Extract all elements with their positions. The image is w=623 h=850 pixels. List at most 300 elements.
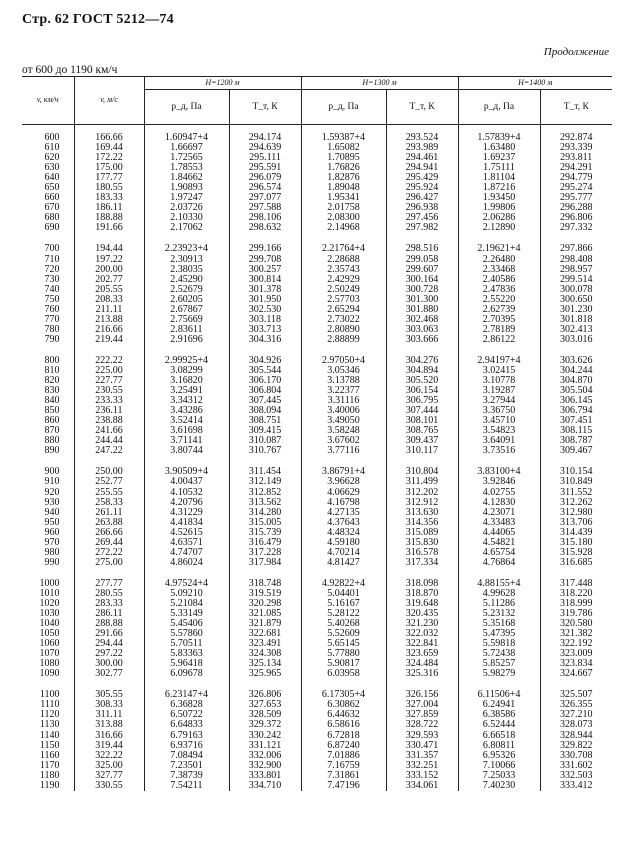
table-cell: 318.748 xyxy=(229,579,301,589)
table-cell: 166.66 xyxy=(74,125,144,144)
table-cell: 301.378 xyxy=(229,285,301,295)
table-cell: 307.451 xyxy=(540,416,612,426)
table-cell: 5.59818 xyxy=(458,639,540,649)
table-cell: 334.710 xyxy=(229,781,301,791)
table-cell: 600 xyxy=(44,132,60,143)
table-cell: 750 xyxy=(44,293,60,305)
table-cell: 295.274 xyxy=(540,183,612,193)
table-cell: 301.880 xyxy=(386,305,458,315)
table-cell: 5.47395 xyxy=(458,629,540,639)
table-cell: 266.66 xyxy=(74,528,144,538)
table-cell: 316.685 xyxy=(540,558,612,568)
table-cell: 730 xyxy=(44,273,60,285)
table-cell: 333.152 xyxy=(386,771,458,781)
table-cell: 4.41834 xyxy=(144,518,229,528)
table-cell: 2.55220 xyxy=(458,295,540,305)
table-cell: 322.192 xyxy=(540,639,612,649)
table-cell: 311.499 xyxy=(386,477,458,487)
table-cell: 2.52679 xyxy=(144,285,229,295)
table-cell: 7.16759 xyxy=(301,761,386,771)
table-cell: 1010 xyxy=(39,587,60,599)
table-cell: 306.795 xyxy=(386,396,458,406)
table-cell: 2.78189 xyxy=(458,325,540,335)
table-cell: 325.507 xyxy=(540,690,612,700)
table-cell: 294.174 xyxy=(229,125,301,144)
table-cell: 312.852 xyxy=(229,488,301,498)
table-cell: 3.49050 xyxy=(301,416,386,426)
table-cell: 302.413 xyxy=(540,325,612,335)
table-cell: 286.11 xyxy=(74,609,144,619)
table-cell: 650 xyxy=(44,182,60,194)
table-cell: 299.166 xyxy=(229,244,301,254)
table-cell: 312.262 xyxy=(540,498,612,508)
table-cell: 313.630 xyxy=(386,508,458,518)
table-cell: 294.461 xyxy=(386,153,458,163)
table-cell: 3.34312 xyxy=(144,396,229,406)
table-cell: 930 xyxy=(44,496,60,508)
table-cell: 3.22377 xyxy=(301,386,386,396)
table-cell: 6.95326 xyxy=(458,751,540,761)
table-cell: 660 xyxy=(44,192,60,204)
table-cell: 306.170 xyxy=(229,376,301,386)
table-cell: 326.355 xyxy=(540,700,612,710)
table-cell: 332.006 xyxy=(229,751,301,761)
table-cell: 2.26480 xyxy=(458,255,540,265)
table-cell: 261.11 xyxy=(74,508,144,518)
table-cell: 308.751 xyxy=(229,416,301,426)
table-cell: 5.83363 xyxy=(144,649,229,659)
table-cell: 310.154 xyxy=(540,467,612,477)
table-cell: 320.298 xyxy=(229,599,301,609)
table-cell: 330.55 xyxy=(74,781,144,791)
table-cell: 4.48324 xyxy=(301,528,386,538)
table-cell: 1120 xyxy=(39,709,60,721)
table-cell: 6.30862 xyxy=(301,700,386,710)
table-cell: 300.728 xyxy=(386,285,458,295)
table-cell: 2.94197+4 xyxy=(458,356,540,366)
table-cell: 331.357 xyxy=(386,751,458,761)
table-cell: 1160 xyxy=(39,749,60,761)
table-cell: 1.95341 xyxy=(301,193,386,203)
table-cell: 2.99925+4 xyxy=(144,356,229,366)
table-cell: 327.653 xyxy=(229,700,301,710)
table-cell: 316.66 xyxy=(74,731,144,741)
table-cell: 332.251 xyxy=(386,761,458,771)
table-cell: 6.87240 xyxy=(301,741,386,751)
table-cell: 610 xyxy=(44,142,60,154)
table-cell: 1.70895 xyxy=(301,153,386,163)
table-cell: 297.22 xyxy=(74,649,144,659)
table-cell: 305.544 xyxy=(229,366,301,376)
table-row xyxy=(22,558,612,568)
table-cell: 308.33 xyxy=(74,700,144,710)
table-body xyxy=(22,125,612,791)
table-cell: 328.073 xyxy=(540,720,612,730)
table-cell: 2.40586 xyxy=(458,275,540,285)
table-cell: 297.982 xyxy=(386,223,458,233)
table-cell: 295.429 xyxy=(386,173,458,183)
table-cell: 1070 xyxy=(39,648,60,660)
table-cell: 330.242 xyxy=(229,731,301,741)
table-cell: 328.509 xyxy=(229,710,301,720)
table-cell: 326.806 xyxy=(229,690,301,700)
table-cell: 770 xyxy=(44,313,60,325)
col-pd-header: p_д, Па xyxy=(144,90,229,125)
table-cell: 3.80744 xyxy=(144,446,229,456)
table-cell: 308.765 xyxy=(386,426,458,436)
table-cell: 315.928 xyxy=(540,548,612,558)
table-cell: 294.291 xyxy=(540,163,612,173)
table-cell: 2.62739 xyxy=(458,305,540,315)
table-cell: 6.93716 xyxy=(144,741,229,751)
table-cell: 5.57860 xyxy=(144,629,229,639)
table-cell: 940 xyxy=(44,506,60,518)
table-cell: 990 xyxy=(44,556,60,568)
table-cell: 1.97247 xyxy=(144,193,229,203)
table-cell: 890 xyxy=(44,445,60,457)
table-cell: 314.280 xyxy=(229,508,301,518)
table-cell: 5.40268 xyxy=(301,619,386,629)
table-cell: 296.938 xyxy=(386,203,458,213)
table-cell: 247.22 xyxy=(74,446,144,456)
table-cell: 1.81104 xyxy=(458,173,540,183)
table-cell: 321.879 xyxy=(229,619,301,629)
table-cell: 960 xyxy=(44,526,60,538)
table-cell: 304.316 xyxy=(229,335,301,345)
table-row xyxy=(22,477,612,487)
table-cell: 321.230 xyxy=(386,619,458,629)
table-cell: 3.71141 xyxy=(144,436,229,446)
table-cell: 4.76864 xyxy=(458,558,540,568)
table-cell: 318.098 xyxy=(386,579,458,589)
table-cell: 309.415 xyxy=(229,426,301,436)
table-cell: 4.23071 xyxy=(458,508,540,518)
table-cell: 6.36828 xyxy=(144,700,229,710)
table-cell: 3.73516 xyxy=(458,446,540,456)
table-cell: 2.17062 xyxy=(144,223,229,233)
table-cell: 208.33 xyxy=(74,295,144,305)
table-cell: 304.894 xyxy=(386,366,458,376)
table-cell: 312.980 xyxy=(540,508,612,518)
table-cell: 780 xyxy=(44,323,60,335)
table-cell: 4.16798 xyxy=(301,498,386,508)
table-cell: 6.79163 xyxy=(144,731,229,741)
table-cell: 317.334 xyxy=(386,558,458,568)
table-cell: 4.52615 xyxy=(144,528,229,538)
table-cell: 322.681 xyxy=(229,629,301,639)
table-cell: 303.626 xyxy=(540,356,612,366)
table-cell: 227.77 xyxy=(74,376,144,386)
table-cell: 5.04401 xyxy=(301,589,386,599)
table-cell: 670 xyxy=(44,202,60,214)
table-cell: 233.33 xyxy=(74,396,144,406)
table-cell: 308.094 xyxy=(229,406,301,416)
table-cell: 325.965 xyxy=(229,669,301,679)
table-cell: 2.50249 xyxy=(301,285,386,295)
table-cell: 327.210 xyxy=(540,710,612,720)
table-cell: 1000 xyxy=(39,577,60,589)
table-cell: 1.84662 xyxy=(144,173,229,183)
table-cell: 5.77880 xyxy=(301,649,386,659)
table-cell: 301.300 xyxy=(386,295,458,305)
table-cell: 3.31116 xyxy=(301,396,386,406)
table-cell: 880 xyxy=(44,435,60,447)
table-cell: 6.23147+4 xyxy=(144,690,229,700)
col-t-header: T_т, К xyxy=(540,90,612,125)
table-cell: 5.23132 xyxy=(458,609,540,619)
table-cell: 304.870 xyxy=(540,376,612,386)
table-cell: 316.479 xyxy=(229,538,301,548)
table-cell: 306.145 xyxy=(540,396,612,406)
table-cell: 2.45290 xyxy=(144,275,229,285)
table-cell: 710 xyxy=(44,253,60,265)
table-cell: 920 xyxy=(44,486,60,498)
table-cell: 2.33468 xyxy=(458,265,540,275)
table-cell: 4.00437 xyxy=(144,477,229,487)
table-cell: 2.12890 xyxy=(458,223,540,233)
table-cell: 3.27944 xyxy=(458,396,540,406)
table-cell: 690 xyxy=(44,222,60,234)
table-cell: 241.66 xyxy=(74,426,144,436)
table-cell: 5.16167 xyxy=(301,599,386,609)
table-cell: 3.25491 xyxy=(144,386,229,396)
table-cell: 312.149 xyxy=(229,477,301,487)
table-cell: 277.77 xyxy=(74,579,144,589)
table-cell: 5.45406 xyxy=(144,619,229,629)
table-cell: 320.435 xyxy=(386,609,458,619)
table-cell: 291.66 xyxy=(74,629,144,639)
table-cell: 194.44 xyxy=(74,244,144,254)
table-cell: 7.08494 xyxy=(144,751,229,761)
table-cell: 1090 xyxy=(39,668,60,680)
table-cell: 186.11 xyxy=(74,203,144,213)
table-cell: 323.834 xyxy=(540,659,612,669)
table-cell: 1.57839+4 xyxy=(458,125,540,144)
table-cell: 4.70214 xyxy=(301,548,386,558)
table-cell: 3.64091 xyxy=(458,436,540,446)
table-cell: 2.01758 xyxy=(301,203,386,213)
table-cell: 322.841 xyxy=(386,639,458,649)
table-cell: 3.83100+4 xyxy=(458,467,540,477)
table-cell: 2.65294 xyxy=(301,305,386,315)
table-cell: 2.88899 xyxy=(301,335,386,345)
table-cell: 298.106 xyxy=(229,213,301,223)
table-cell: 1050 xyxy=(39,628,60,640)
table-cell: 910 xyxy=(44,476,60,488)
table-cell: 4.88155+4 xyxy=(458,579,540,589)
table-cell: 1.99806 xyxy=(458,203,540,213)
table-cell: 2.60205 xyxy=(144,295,229,305)
table-cell: 5.72438 xyxy=(458,649,540,659)
table-cell: 7.38739 xyxy=(144,771,229,781)
table-cell: 4.74707 xyxy=(144,548,229,558)
table-cell: 315.089 xyxy=(386,528,458,538)
table-cell: 6.44632 xyxy=(301,710,386,720)
table-cell: 4.63571 xyxy=(144,538,229,548)
table-cell: 6.17305+4 xyxy=(301,690,386,700)
height-header-2: H=1300 м xyxy=(301,77,458,90)
continuation-label: Продолжение xyxy=(543,46,609,58)
table-cell: 308.101 xyxy=(386,416,458,426)
table-cell: 3.43286 xyxy=(144,406,229,416)
table-cell: 307.444 xyxy=(386,406,458,416)
table-cell: 333.801 xyxy=(229,771,301,781)
table-cell: 1030 xyxy=(39,608,60,620)
table-cell: 327.004 xyxy=(386,700,458,710)
table-cell: 980 xyxy=(44,546,60,558)
table-cell: 302.468 xyxy=(386,315,458,325)
table-cell: 1.87216 xyxy=(458,183,540,193)
table-cell: 301.818 xyxy=(540,315,612,325)
table-cell: 297.332 xyxy=(540,223,612,233)
table-cell: 5.28122 xyxy=(301,609,386,619)
table-cell: 300.164 xyxy=(386,275,458,285)
table-cell: 630 xyxy=(44,162,60,174)
table-cell: 299.514 xyxy=(540,275,612,285)
table-cell: 275.00 xyxy=(74,558,144,568)
table-cell: 216.66 xyxy=(74,325,144,335)
table-cell: 1190 xyxy=(39,779,60,791)
table-cell: 3.08299 xyxy=(144,366,229,376)
table-cell: 2.57703 xyxy=(301,295,386,305)
table-cell: 1170 xyxy=(39,759,60,771)
table-cell: 1060 xyxy=(39,638,60,650)
table-cell: 870 xyxy=(44,425,60,437)
table-cell: 6.03958 xyxy=(301,669,386,679)
table-cell: 4.54821 xyxy=(458,538,540,548)
table-cell: 295.777 xyxy=(540,193,612,203)
table-cell: 295.924 xyxy=(386,183,458,193)
table-cell: 298.632 xyxy=(229,223,301,233)
table-cell: 1.63480 xyxy=(458,143,540,153)
table-cell: 3.13788 xyxy=(301,376,386,386)
table-cell: 2.75669 xyxy=(144,315,229,325)
table-row xyxy=(22,781,612,791)
table-cell: 322.22 xyxy=(74,751,144,761)
table-cell: 1020 xyxy=(39,597,60,609)
table-cell: 6.11506+4 xyxy=(458,690,540,700)
table-cell: 321.085 xyxy=(229,609,301,619)
table-cell: 310.849 xyxy=(540,477,612,487)
table-cell: 1.66697 xyxy=(144,143,229,153)
table-cell: 222.22 xyxy=(74,356,144,366)
table-cell: 4.59180 xyxy=(301,538,386,548)
table-cell: 620 xyxy=(44,152,60,164)
table-cell: 840 xyxy=(44,395,60,407)
table-cell: 3.19287 xyxy=(458,386,540,396)
table-cell: 5.52609 xyxy=(301,629,386,639)
col-v-kmh-header: v, км/ч xyxy=(22,77,74,125)
atmosphere-table xyxy=(22,76,612,791)
table-cell: 191.66 xyxy=(74,223,144,233)
table-cell: 810 xyxy=(44,364,60,376)
table-cell: 303.666 xyxy=(386,335,458,345)
table-cell: 313.88 xyxy=(74,720,144,730)
table-cell: 1180 xyxy=(39,769,60,781)
table-cell: 5.11286 xyxy=(458,599,540,609)
table-cell: 308.787 xyxy=(540,436,612,446)
table-cell: 4.44065 xyxy=(458,528,540,538)
table-cell: 318.999 xyxy=(540,599,612,609)
table-cell: 2.06286 xyxy=(458,213,540,223)
table-cell: 1.69237 xyxy=(458,153,540,163)
table-cell: 252.77 xyxy=(74,477,144,487)
table-cell: 2.83611 xyxy=(144,325,229,335)
table-cell: 332.503 xyxy=(540,771,612,781)
table-cell: 3.40006 xyxy=(301,406,386,416)
table-cell: 2.35743 xyxy=(301,265,386,275)
table-cell: 300.814 xyxy=(229,275,301,285)
table-cell: 4.92822+4 xyxy=(301,579,386,589)
table-cell: 3.10778 xyxy=(458,376,540,386)
table-cell: 6.09678 xyxy=(144,669,229,679)
height-header-3: H=1400 м xyxy=(458,77,612,90)
table-cell: 760 xyxy=(44,303,60,315)
page-header: Стр. 62 ГОСТ 5212—74 xyxy=(22,12,174,27)
table-cell: 230.55 xyxy=(74,386,144,396)
table-cell: 3.58248 xyxy=(301,426,386,436)
table-cell: 329.372 xyxy=(229,720,301,730)
table-cell: 790 xyxy=(44,333,60,345)
table-cell: 950 xyxy=(44,516,60,528)
table-cell: 313.706 xyxy=(540,518,612,528)
table-cell: 297.588 xyxy=(229,203,301,213)
table-cell: 4.20796 xyxy=(144,498,229,508)
table-cell: 238.88 xyxy=(74,416,144,426)
table-cell: 263.88 xyxy=(74,518,144,528)
table-cell: 303.118 xyxy=(229,315,301,325)
table-cell: 293.524 xyxy=(386,125,458,144)
table-cell: 860 xyxy=(44,415,60,427)
table-cell: 295.591 xyxy=(229,163,301,173)
table-cell: 298.957 xyxy=(540,265,612,275)
table-cell: 3.90509+4 xyxy=(144,467,229,477)
table-cell: 319.648 xyxy=(386,599,458,609)
table-cell: 329.822 xyxy=(540,741,612,751)
table-cell: 2.14968 xyxy=(301,223,386,233)
table-cell: 1.72565 xyxy=(144,153,229,163)
table-cell: 7.54211 xyxy=(144,781,229,791)
table-cell: 830 xyxy=(44,385,60,397)
table-cell: 318.870 xyxy=(386,589,458,599)
table-cell: 325.316 xyxy=(386,669,458,679)
table-cell: 6.72818 xyxy=(301,731,386,741)
table-cell: 900 xyxy=(44,466,60,478)
table-cell: 211.11 xyxy=(74,305,144,315)
table-cell: 297.456 xyxy=(386,213,458,223)
table-cell: 197.22 xyxy=(74,255,144,265)
table-cell: 3.86791+4 xyxy=(301,467,386,477)
table-cell: 4.37643 xyxy=(301,518,386,528)
table-cell: 6.64833 xyxy=(144,720,229,730)
table-cell: 299.058 xyxy=(386,255,458,265)
table-row xyxy=(22,244,612,254)
table-cell: 3.67602 xyxy=(301,436,386,446)
table-cell: 5.96418 xyxy=(144,659,229,669)
table-cell: 3.36750 xyxy=(458,406,540,416)
table-cell: 2.97050+4 xyxy=(301,356,386,366)
table-cell: 326.156 xyxy=(386,690,458,700)
table-cell: 304.276 xyxy=(386,356,458,366)
table-cell: 183.33 xyxy=(74,193,144,203)
table-cell: 301.230 xyxy=(540,305,612,315)
table-cell: 1.78553 xyxy=(144,163,229,173)
table-cell: 255.55 xyxy=(74,488,144,498)
table-cell: 244.44 xyxy=(74,436,144,446)
table-cell: 308.115 xyxy=(540,426,612,436)
col-pd-header: p_д, Па xyxy=(301,90,386,125)
table-cell: 680 xyxy=(44,212,60,224)
